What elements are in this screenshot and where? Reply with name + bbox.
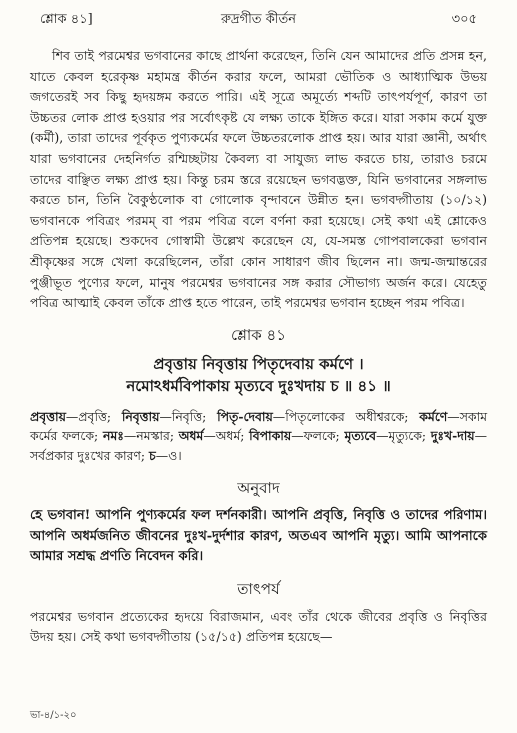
synonym-meaning: —সকাম কর্মের ফলকে; — [30, 408, 488, 444]
header-verse-ref: শ্লোক ৪১] — [40, 12, 93, 27]
synonym-word: মৃত্যবে — [344, 428, 377, 444]
synonym-word: অধর্ম — [178, 428, 204, 444]
translation-text: হে ভগবান! আপনি পুণ্যকর্মের ফল দর্শনকারী। আপনি প্রবৃত্তি, নিবৃত্তি ও তাদের পরিণাম। আপনি অধর্মজনিত জীবনের দুঃখ-দুর্দশার কারণ, অতএব আপনি মৃত্যু। আমি আপনাকে আমার সশ্রদ্ধ প্রণতি নিবেদন করি। — [30, 508, 487, 565]
page-content — [30, 46, 487, 648]
purport-heading: তাৎপর্য — [237, 579, 280, 598]
synonym-meaning: —পিতৃলোকের অধীশ্বরকে; — [272, 408, 420, 424]
synonym-meaning: —প্রবৃত্তি; — [65, 408, 122, 424]
synonym-word: নমঃ — [102, 428, 124, 444]
synonym-word: পিতৃ-দেবায় — [217, 408, 273, 424]
synonym-meaning: —অধর্ম; — [203, 428, 250, 444]
synonym-word: চ — [149, 447, 156, 463]
synonym-word: কর্মণে — [419, 408, 448, 424]
synonym-word: প্রবৃত্তায় — [30, 408, 66, 424]
synonym-meaning: —নমস্কার; — [123, 428, 179, 444]
verse-heading: শ্লোক ৪১ — [231, 325, 286, 344]
word-for-word-synonyms — [30, 407, 487, 466]
synonym-word: দুঃখ-দায় — [430, 428, 475, 444]
synonym-meaning: —সর্বপ্রকার দুঃখের কারণ; — [30, 428, 487, 463]
running-header — [40, 10, 477, 32]
synonym-meaning: —মৃত্যুকে; — [376, 428, 431, 444]
verse-line-1: প্রবৃত্তায় নিবৃত্তায় পিতৃদেবায় কর্মণে । — [153, 354, 364, 373]
header-chapter-title: রুদ্রগীত কীর্তন — [220, 12, 297, 27]
page-number: ৩০৫ — [451, 12, 477, 27]
signature-mark: ভা-৪/১-২০ — [30, 710, 77, 721]
synonym-meaning: —ও। — [155, 447, 182, 463]
synonym-meaning: —নিবৃত্তি; — [159, 408, 218, 424]
translation-heading: অনুবাদ — [237, 479, 280, 498]
verse-line-2: নমোঽধর্মবিপাকায় মৃত্যবে দুঃখদায় চ ॥ ৪১ ॥ — [126, 376, 391, 395]
synonym-word: নিবৃত্তায় — [121, 408, 160, 424]
commentary-paragraph: শিব তাই পরমেশ্বর ভগবানের কাছে প্রার্থনা করেছেন, তিনি যেন আমাদের প্রতি প্রসন্ন হন, যাতে কেবল হরেকৃষ্ণ মহামন্ত্র কীর্তন করার ফলে, আমরা ভৌতিক ও আধ্যাত্মিক উভয় জগতেরই সব কিছু হৃদয়ঙ্গম করতে পারি। এই সূত্রে অমূর্ত্যে শব্দটি তাৎপর্যপূর্ণ, কারণ তা উচ্চতর লোক প্রাপ্ত হওয়ার পর সর্বোৎকৃষ্ট যে লক্ষ্য তাকে ইঙ্গিত করে। যারা সকাম কর্মে যুক্ত (কর্মী), তারা তাদের পূর্বকৃত পুণ্যকর্মের ফলে উচ্চতরলোক প্রাপ্ত হয়। আর যারা জ্ঞানী, অর্থাৎ যারা ভগবানের দেহনির্গত রশ্মিচ্ছটায় কৈবল্য বা সাযুজ্য লাভ করতে চায়, তারাও চরমে তাদের বাঞ্ছিত লক্ষ্য প্রাপ্ত হয়। কিন্তু চরম স্তরে রয়েছেন ভগবদ্ভক্ত, যিনি ভগবানের সঙ্গলাভ করতে চান, তিনি বৈকুণ্ঠলোক বা গোলোক বৃন্দাবনে উন্নীত হন। ভগবদ্গীতায় (১০/১২) ভগবানকে পবিত্রং পরমম্ বা পরম পবিত্র বলে বর্ণনা করা হয়েছে। সেই কথা এই শ্লোকেও প্রতিপন্ন হয়েছে। শুকদেব গোস্বামী উল্লেখ করেছেন যে, যে-সমস্ত গোপবালকেরা ভগবান শ্রীকৃষ্ণের সঙ্গে খেলা করেছিলেন, তাঁরা কোন সাধারণ জীব ছিলেন না। জন্ম-জন্মান্তরের পুঞ্জীভূত পুণ্যের ফলে, মানুষ পরমেশ্বর ভগবানের সঙ্গ করার সৌভাগ্য অর্জন করে। যেহেতু পবিত্র আত্মাই কেবল তাঁকে প্রাপ্ত হতে পারেন, তাই পরমেশ্বর ভগবান হচ্ছেন পরম পবিত্র। — [30, 48, 487, 311]
synonym-word: বিপাকায় — [249, 428, 292, 444]
synonym-meaning: —ফলকে; — [291, 428, 345, 444]
purport-text: পরমেশ্বর ভগবান প্রত্যেকের হৃদয়ে বিরাজমান, এবং তাঁর থেকে জীবের প্রবৃত্তি ও নিবৃত্তির উদয় হয়। সেই কথা ভগবদ্গীতায় (১৫/১৫) প্রতিপন্ন হয়েছে— — [30, 608, 487, 645]
